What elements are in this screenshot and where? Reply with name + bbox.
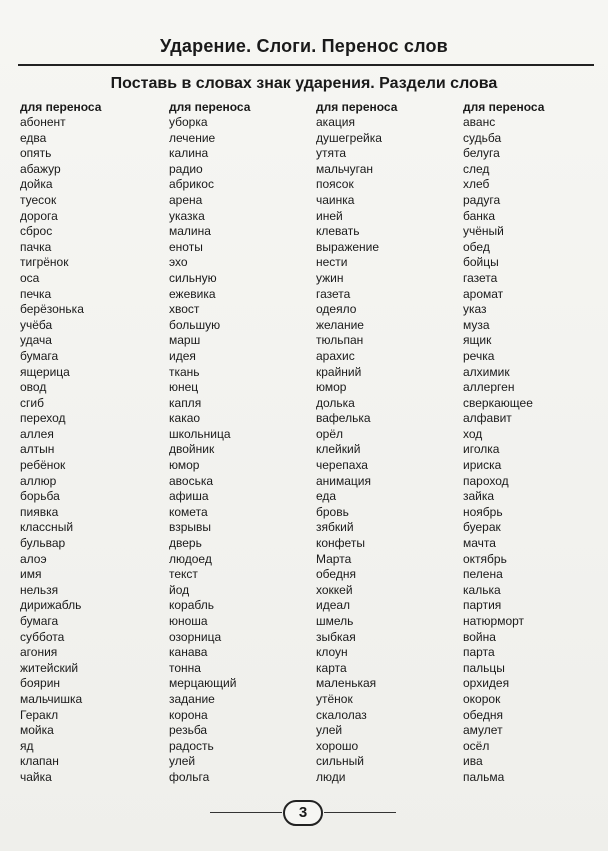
- word-item: ужин: [316, 270, 344, 285]
- word-item: ход: [463, 426, 483, 441]
- word-item: алоэ: [20, 551, 47, 566]
- word-item: ящик: [463, 333, 492, 348]
- word-item: амулет: [463, 723, 503, 738]
- word-item: йод: [169, 582, 190, 597]
- word-item: радуга: [463, 192, 501, 207]
- word-item: корабль: [169, 598, 214, 613]
- exercise-instruction: Поставь в словах знак ударения. Раздели слова: [110, 75, 498, 92]
- word-item: абонент: [20, 115, 66, 129]
- word-item: осёл: [463, 738, 490, 753]
- word-item: борьба: [20, 489, 60, 504]
- word-item: корона: [169, 707, 208, 722]
- word-item: овод: [20, 380, 47, 395]
- word-item: клоун: [316, 645, 348, 660]
- title-divider: [18, 64, 594, 66]
- word-item: опять: [20, 146, 52, 161]
- word-item: одеяло: [316, 302, 357, 317]
- word-item: какао: [169, 411, 201, 426]
- word-item: белуга: [463, 146, 500, 161]
- word-item: судьба: [463, 130, 502, 145]
- word-item: озорница: [169, 629, 222, 644]
- word-item: учёный: [463, 224, 504, 239]
- word-item: натюрморт: [463, 614, 525, 628]
- word-item: выражение: [316, 239, 380, 254]
- word-item: взрывы: [169, 520, 212, 535]
- word-item: речка: [463, 348, 495, 363]
- word-item: аллерген: [463, 380, 515, 395]
- word-item: комета: [169, 504, 208, 519]
- word-item: юмор: [169, 458, 200, 473]
- word-item: мойка: [20, 723, 54, 738]
- word-item: иней: [316, 208, 343, 223]
- word-item: аванс: [463, 115, 496, 129]
- word-item: пиявка: [20, 504, 59, 519]
- word-item: тигрёнок: [20, 255, 69, 270]
- word-item: зябкий: [316, 520, 354, 535]
- word-item: газета: [316, 286, 351, 301]
- word-item: крайний: [316, 364, 362, 379]
- word-item: аромат: [463, 286, 504, 301]
- word-item: капля: [169, 395, 202, 410]
- word-item: люди: [316, 769, 346, 784]
- word-item: текст: [169, 567, 198, 582]
- word-item: октябрь: [463, 551, 507, 566]
- word-item: ребёнок: [20, 458, 66, 473]
- word-item: мачта: [463, 536, 496, 551]
- word-item: тюльпан: [316, 333, 364, 348]
- word-item: ириска: [463, 458, 502, 473]
- word-item: афиша: [169, 489, 209, 504]
- word-item: пальма: [463, 769, 505, 784]
- word-item: желание: [316, 317, 364, 332]
- word-item: ежевика: [169, 286, 216, 301]
- word-item: сильный: [316, 754, 364, 769]
- word-item: иголка: [463, 442, 500, 457]
- word-item: юноша: [169, 614, 208, 628]
- word-item: маленькая: [316, 676, 377, 691]
- word-column: [169, 99, 309, 786]
- word-item: мальчуган: [316, 161, 374, 176]
- word-item: аллея: [20, 426, 54, 441]
- word-item: алтын: [20, 442, 55, 457]
- word-item: пальцы: [463, 660, 505, 675]
- word-item: резьба: [169, 723, 208, 738]
- word-item: канава: [169, 645, 208, 660]
- word-item: хлеб: [463, 177, 490, 192]
- word-item: карта: [316, 660, 347, 675]
- word-item: указка: [169, 208, 205, 223]
- word-item: школьница: [169, 426, 231, 441]
- page-number: 3: [283, 800, 323, 826]
- column-heading: для переноса: [20, 100, 102, 114]
- word-item: конфеты: [316, 536, 365, 551]
- word-item: вафелька: [316, 411, 371, 426]
- column-heading: для переноса: [463, 100, 545, 114]
- word-item: яд: [20, 738, 34, 753]
- word-item: мальчишка: [20, 691, 83, 706]
- word-item: клейкий: [316, 442, 361, 457]
- word-item: калька: [463, 582, 501, 597]
- word-item: учёба: [20, 317, 53, 332]
- word-item: фольга: [169, 769, 210, 784]
- word-item: еда: [316, 489, 337, 504]
- word-item: юмор: [316, 380, 347, 395]
- word-item: бровь: [316, 504, 349, 519]
- word-item: двойник: [169, 442, 215, 457]
- word-item: указ: [463, 302, 487, 317]
- word-item: мерцающий: [169, 676, 237, 691]
- word-column: [316, 99, 456, 786]
- word-item: переход: [20, 411, 66, 426]
- page-number-line-right: [324, 812, 396, 813]
- word-item: чайка: [20, 769, 52, 784]
- word-item: идея: [169, 348, 196, 363]
- word-item: эхо: [169, 255, 188, 270]
- word-item: скалолаз: [316, 707, 367, 722]
- word-item: поясок: [316, 177, 354, 192]
- word-item: дирижабль: [20, 598, 82, 613]
- word-item: хоккей: [316, 582, 353, 597]
- word-item: сброс: [20, 224, 53, 239]
- word-item: оса: [20, 270, 40, 285]
- word-item: партия: [463, 598, 502, 613]
- word-item: анимация: [316, 473, 372, 488]
- word-item: марш: [169, 333, 201, 348]
- word-item: туесок: [20, 192, 57, 207]
- word-item: авоська: [169, 473, 214, 488]
- word-item: окорок: [463, 691, 501, 706]
- word-item: бойцы: [463, 255, 499, 270]
- word-item: пачка: [20, 239, 52, 254]
- page-title: Ударение. Слоги. Перенос слов: [160, 36, 448, 56]
- word-item: идеал: [316, 598, 351, 613]
- word-item: черепаха: [316, 458, 368, 473]
- word-item: арахис: [316, 348, 355, 363]
- column-heading: для переноса: [316, 100, 398, 114]
- word-item: клапан: [20, 754, 59, 769]
- word-item: берёзонька: [20, 302, 84, 317]
- word-item: обедня: [463, 707, 503, 722]
- word-item: арена: [169, 192, 203, 207]
- word-item: акация: [316, 115, 355, 129]
- word-item: бульвар: [20, 536, 66, 551]
- word-item: алфавит: [463, 411, 512, 426]
- word-item: еноты: [169, 239, 203, 254]
- word-item: зайка: [463, 489, 495, 504]
- word-item: ящерица: [20, 364, 70, 379]
- word-item: буерак: [463, 520, 501, 535]
- word-item: имя: [20, 567, 42, 582]
- word-item: хорошо: [316, 738, 359, 753]
- word-item: едва: [20, 130, 47, 145]
- word-item: след: [463, 161, 490, 176]
- word-item: пароход: [463, 473, 509, 488]
- word-item: лечение: [169, 130, 216, 145]
- word-item: нельзя: [20, 582, 59, 597]
- word-item: утята: [316, 146, 347, 161]
- word-item: газета: [463, 270, 498, 285]
- word-item: обедня: [316, 567, 356, 582]
- word-item: радио: [169, 161, 203, 176]
- word-item: суббота: [20, 629, 65, 644]
- word-item: юнец: [169, 380, 199, 395]
- word-column: [20, 99, 160, 786]
- word-item: дорога: [20, 208, 58, 223]
- word-item: ткань: [169, 364, 200, 379]
- column-heading: для переноса: [169, 100, 251, 114]
- word-item: муза: [463, 317, 490, 332]
- word-item: Марта: [316, 551, 352, 566]
- word-item: парта: [463, 645, 495, 660]
- word-item: Геракл: [20, 707, 59, 722]
- word-item: печка: [20, 286, 52, 301]
- word-item: долька: [316, 395, 355, 410]
- word-item: абрикос: [169, 177, 214, 192]
- word-item: бумага: [20, 348, 59, 363]
- word-item: сильную: [169, 270, 217, 285]
- word-item: житейский: [20, 660, 79, 675]
- word-item: большую: [169, 317, 221, 332]
- word-item: ноябрь: [463, 504, 503, 519]
- word-item: алхимик: [463, 364, 510, 379]
- word-item: орхидея: [463, 676, 510, 691]
- word-item: агония: [20, 645, 58, 660]
- word-item: бумага: [20, 614, 59, 628]
- word-item: малина: [169, 224, 211, 239]
- word-item: пелена: [463, 567, 503, 582]
- word-item: калина: [169, 146, 209, 161]
- word-item: дойка: [20, 177, 53, 192]
- word-item: улей: [316, 723, 343, 738]
- word-item: душегрейка: [316, 130, 382, 145]
- word-item: банка: [463, 208, 496, 223]
- word-item: зыбкая: [316, 629, 356, 644]
- word-item: аллюр: [20, 473, 57, 488]
- page-number-line-left: [210, 812, 282, 813]
- word-item: война: [463, 629, 496, 644]
- word-item: удача: [20, 333, 52, 348]
- word-item: нести: [316, 255, 348, 270]
- word-item: хвост: [169, 302, 200, 317]
- word-item: людоед: [169, 551, 212, 566]
- word-item: абажур: [20, 161, 61, 176]
- word-item: радость: [169, 738, 214, 753]
- word-item: утёнок: [316, 691, 353, 706]
- word-item: сверкающее: [463, 395, 533, 410]
- word-item: задание: [169, 691, 215, 706]
- word-item: тонна: [169, 660, 201, 675]
- word-item: дверь: [169, 536, 202, 551]
- word-item: классный: [20, 520, 74, 535]
- word-item: сгиб: [20, 395, 44, 410]
- word-item: уборка: [169, 115, 208, 129]
- word-column: [463, 99, 603, 786]
- word-item: чаинка: [316, 192, 355, 207]
- word-item: ива: [463, 754, 483, 769]
- word-item: орёл: [316, 426, 344, 441]
- word-item: улей: [169, 754, 196, 769]
- word-item: обед: [463, 239, 490, 254]
- word-item: боярин: [20, 676, 61, 691]
- word-item: клевать: [316, 224, 360, 239]
- word-item: шмель: [316, 614, 354, 628]
